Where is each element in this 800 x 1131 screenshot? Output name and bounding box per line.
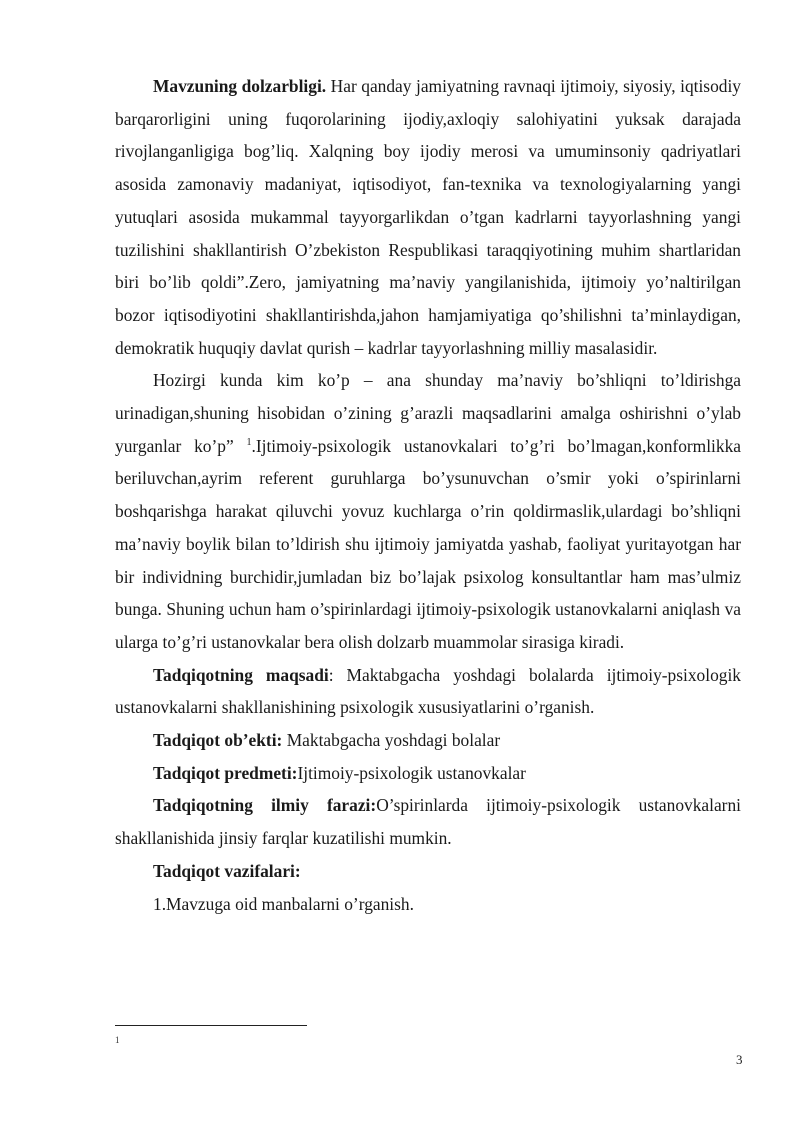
task-1-text: 1.Mavzuga oid manbalarni o’rganish. xyxy=(153,893,414,914)
relevance-heading: Mavzuning dolzarbligi. xyxy=(153,76,327,96)
object-text: Maktabgacha yoshdagi bolalar xyxy=(282,730,501,751)
footnote-divider xyxy=(115,1025,307,1026)
paragraph-tasks xyxy=(115,855,741,888)
paragraph-object xyxy=(115,724,741,757)
paragraph-goal xyxy=(115,659,741,724)
tasks-heading: Tadqiqot vazifalari: xyxy=(153,860,301,881)
paragraph-subject xyxy=(115,757,741,790)
object-heading: Tadqiqot ob’ekti: xyxy=(153,730,283,751)
context-text-a: Hozirgi kunda kim ko’p – ana shunday ma’naviy bo’shliqni to’ldirishga urinadigan,shuning hisobidan o’zining g’arazli maqsadlarini amalga oshirishni o’ylab yurganlar ko’p” xyxy=(115,370,741,456)
page-number: 3 xyxy=(736,1052,743,1067)
paragraph-task-1 xyxy=(115,888,741,921)
paragraph-relevance xyxy=(115,70,741,364)
goal-text: : Maktabgacha yoshdagi bolalarda ijtimoiy-psixologik ustanovkalarni shakllanishining psixologik xususiyatlarini o’rganish. xyxy=(115,664,741,718)
paragraph-context xyxy=(115,364,741,658)
goal-heading: Tadqiqotning maqsadi xyxy=(153,664,329,685)
body-text xyxy=(115,70,741,920)
hypothesis-text: O’spirinlarda ijtimoiy-psixologik ustanovkalarni shakllanishida jinsiy farqlar kuzatilishi mumkin. xyxy=(115,795,741,849)
paragraph-hypothesis xyxy=(115,789,741,854)
context-text-b: .Ijtimoiy-psixologik ustanovkalari to’g’ri bo’lmagan,konformlikka beriluvchan,ayrim referent guruhlarga bo’ysunuvchan o’smir yoki o’spirinlarni boshqarishga harakat qiluvchi yovuz kuchlarga o’rin qoldirmaslik,ulardagi bo’shliqni ma’naviy boylik bilan to’ldirish shu ijtimoiy jamiyatda yashab, faoliyat yuritayotgan har bir individning burchidir,jumladan biz bo’lajak psixolog konsultantlar ham mas’ulmiz bunga. Shuning uchun ham o’spirinlardagi ijtimoiy-psixologik ustanovkalarni aniqlash va ularga to’g’ri ustanovkalar bera olish dolzarb muammolar sirasiga kiradi. xyxy=(115,435,741,652)
hypothesis-heading: Tadqiqotning ilmiy farazi: xyxy=(153,795,377,816)
subject-text: Ijtimoiy-psixologik ustanovkalar xyxy=(297,762,526,783)
footnote-mark: 1 xyxy=(115,1035,120,1045)
relevance-text: Har qanday jamiyatning ravnaqi ijtimoiy, siyosiy, iqtisodiy barqarorligini uning fuqorolarining ijodiy,axloqiy salohiyatini yuksak darajada rivojlanganligiga bog’liq. Xalqning boy ijodiy merosi va umuminsoniy qadriyatlari asosida zamonaviy madaniyat, iqtisodiyot, fan-texnika va texnologiyalarning yangi yutuqlari asosida mukammal tayyorgarlikdan o’tgan kadrlarni tayyorlashning yangi tuzilishini shakllantirish O’zbekiston Respublikasi taraqqiyotining muhim shartlaridan biri bo’lib qoldi”.Zero, jamiyatning ma’naviy yangilanishida, ijtimoiy yo’naltirilgan bozor iqtisodiyotini shakllantirishda,jahon hamjamiyatiga qo’shilishni ta’minlaydigan, demokratik huquqiy davlat qurish – kadrlar tayyorlashning milliy masalasidir. xyxy=(115,76,741,358)
subject-heading: Tadqiqot predmeti: xyxy=(153,762,298,783)
footnote-reference[interactable]: 1 xyxy=(246,436,252,448)
